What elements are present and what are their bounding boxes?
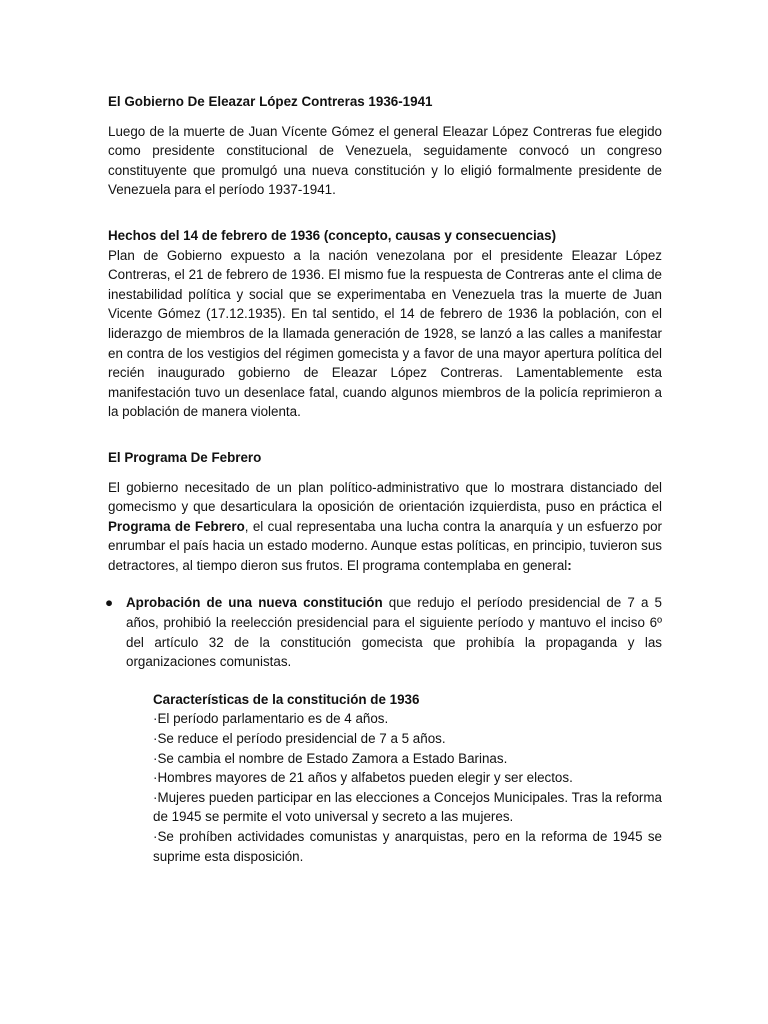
bullet-icon: ● (104, 595, 114, 611)
characteristic-item: ·Se reduce el período presidencial de 7 a 5 años. (153, 731, 446, 747)
paragraph-gobierno: Luego de la muerte de Juan Vícente Gómez el general Eleazar López Contreras fue elegido como presidente constitucional de Venezuela, seguidamente convocó un congreso constituyente que promulgó una nueva constitución y lo eligió formalmente presidente de Venezuela para el período 1937-1941. (108, 123, 662, 198)
paragraph-programa-part1: El gobierno necesitado de un plan político-administrativo que lo mostrara distanciado del gomecismo y que desarticulara la oposición de orientación izquierdista, puso en práctica el (108, 479, 662, 515)
programa-de-febrero-bold: Programa de Febrero (108, 518, 245, 534)
characteristic-item: ·Hombres mayores de 21 años y alfabetos pueden elegir y ser electos. (153, 770, 573, 786)
bullet-bold-text: Aprobación de una nueva constitución (126, 595, 383, 611)
section-title-programa: El Programa De Febrero (108, 449, 262, 465)
paragraph-programa (108, 478, 662, 576)
bullet-text: que redujo el período presidencial de 7 a 5 años, prohibió la reelección presidencial para el siguiente período y mantuvo el inciso 6º del artículo 32 de la constitución gomecista que prohibía la propaganda y las organizaciones comunistas. (126, 595, 662, 670)
list-item-constitucion (104, 593, 662, 671)
characteristics-title: Características de la constitución de 1936 (153, 691, 420, 707)
paragraph-programa-colon: : (567, 557, 572, 573)
characteristic-item: ·Se prohíben actividades comunistas y anarquistas, pero en la reforma de 1945 se suprime esta disposición. (153, 829, 662, 864)
characteristic-item: ·El período parlamentario es de 4 años. (153, 711, 389, 727)
paragraph-programa-part2: , el cual representaba una lucha contra la anarquía y un esfuerzo por enrumbar el país hacia un estado moderno. Aunque estas políticas, en principio, tuvieron sus detractores, al tiempo dieron sus frutos. El programa contemplaba en general (108, 518, 663, 573)
section-title-gobierno: El Gobierno De Eleazar López Contreras 1936-1941 (108, 94, 433, 109)
section-title-hechos: Hechos del 14 de febrero de 1936 (concepto, causas y consecuencias) (108, 227, 557, 243)
characteristic-item: ·Se cambia el nombre de Estado Zamora a Estado Barinas. (153, 750, 508, 766)
characteristic-item: ·Mujeres pueden participar en las elecciones a Concejos Municipales. Tras la reforma de 1945 se permite el voto universal y secreto a las mujeres. (153, 789, 662, 825)
characteristics-block (153, 690, 662, 866)
paragraph-hechos: Plan de Gobierno expuesto a la nación venezolana por el presidente Eleazar López Contreras, el 21 de febrero de 1936. El mismo fue la respuesta de Contreras ante el clima de inestabilidad política y social que se experimentaba en Venezuela tras la muerte de Juan Vicente Gómez (17.12.1935). En tal sentido, el 14 de febrero de 1936 la población, con el liderazgo de miembros de la llamada generación de 1928, se lanzó a las calles a manifestar en contra de los vestigios del régimen gomecista y a favor de una mayor apertura política del recién inaugurado gobierno de Eleazar López Contreras. Lamentablemente esta manifestación tuvo un desenlace fatal, cuando algunos miembros de la policía reprimieron a la población de manera violenta. (108, 247, 662, 420)
